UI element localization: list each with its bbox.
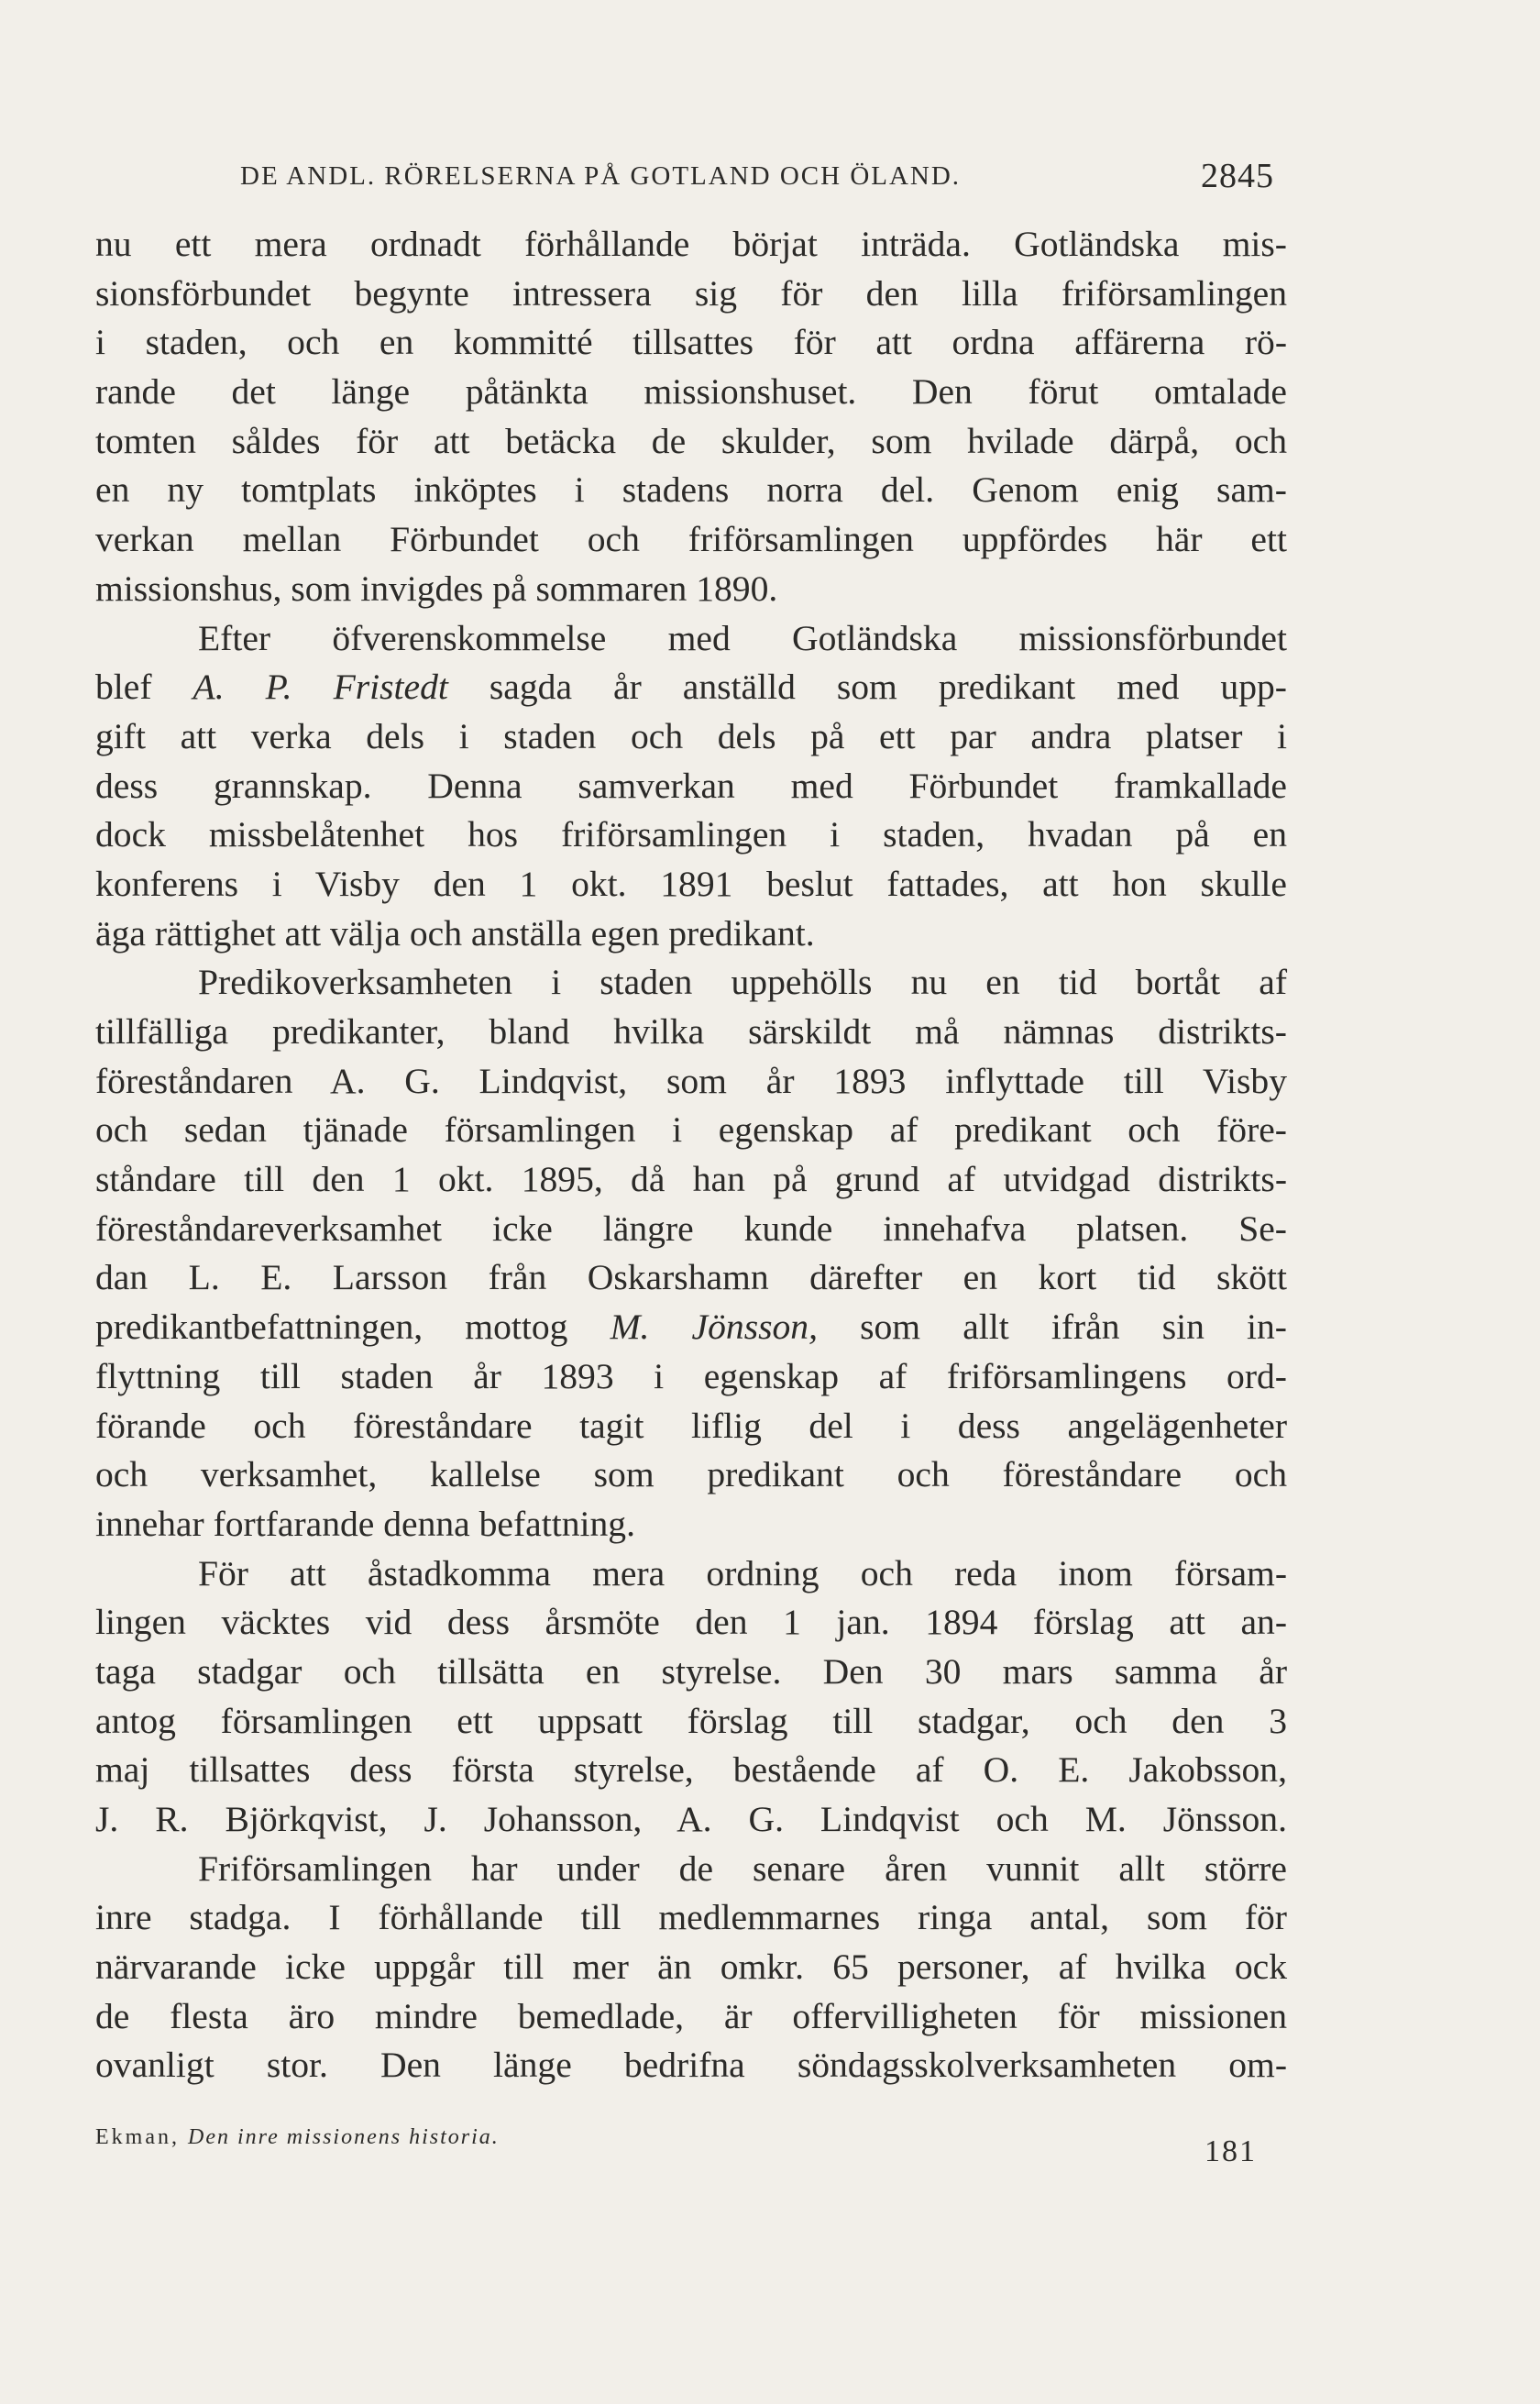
text-line: Predikoverksamheten i staden uppehölls nu en tid bortåt af	[198, 962, 1287, 1003]
text-line: dock missbelåtenhet hos friförsamlingen i staden, hvadan på en	[95, 814, 1287, 855]
text-line: och sedan tjänade församlingen i egenskap af predikant och före-	[95, 1109, 1287, 1151]
text-line: ståndare till den 1 okt. 1895, då han på grund af utvidgad distrikts-	[95, 1159, 1287, 1200]
text-line: föreståndaren A. G. Lindqvist, som år 1893 inflyttade till Visby	[95, 1060, 1287, 1101]
running-title: DE ANDL. RÖRELSERNA PÅ GOTLAND OCH ÖLAND.	[240, 161, 962, 191]
text-line: nu ett mera ordnadt förhållande börjat inträda. Gotländska mis-	[95, 224, 1287, 264]
text-line-rest: sagda år anställd som predikant med upp-	[489, 667, 1287, 708]
italic-name-fristedt: A. P. Fristedt	[192, 667, 448, 708]
page-number: 2845	[1201, 157, 1274, 195]
text-line-with-name	[95, 663, 1287, 712]
text-line: de flesta äro mindre bemedlade, är offervilligheten för missionen	[95, 1995, 1287, 2036]
text-line: J. R. Björkqvist, J. Johansson, A. G. Lindqvist och M. Jönsson.	[95, 1799, 1287, 1839]
italic-name-jonsson: M. Jönsson,	[610, 1307, 818, 1348]
text-line: i staden, och en kommitté tillsattes för att ordna affärerna rö-	[95, 322, 1287, 363]
text-line: sionsförbundet begynte intressera sig för den lilla friförsamlingen	[95, 272, 1287, 314]
text-line: gift att verka dels i staden och dels på ett par andra platser i	[95, 715, 1287, 756]
page-footer	[95, 2125, 1305, 2189]
text-line: en ny tomtplats inköptes i stadens norra del. Genom enig sam-	[95, 469, 1287, 511]
text-line: inre stadga. I förhållande till medlemmarnes ringa antal, som för	[95, 1897, 1287, 1938]
text-line: flyttning till staden år 1893 i egenskap af friförsamlingens ord-	[95, 1355, 1287, 1396]
text-line: tillfälliga predikanter, bland hvilka särskildt må nämnas distrikts-	[95, 1011, 1287, 1052]
text-line: Efter öfverenskommelse med Gotländska missionsförbundet	[198, 617, 1287, 658]
text-line: maj tillsattes dess första styrelse, bestående af O. E. Jakobsson,	[95, 1749, 1287, 1791]
signature-mark: 181	[1204, 2134, 1257, 2168]
text-line: dan L. E. Larsson från Oskarshamn därefter en kort tid skött	[95, 1257, 1287, 1298]
text-line: och verksamhet, kallelse som predikant och föreståndare och	[95, 1454, 1287, 1495]
text-line: antog församlingen ett uppsatt förslag till stadgar, och den 3	[95, 1700, 1287, 1741]
text-line: äga rättighet att välja och anställa egen predikant.	[95, 912, 815, 954]
text-line: närvarande icke uppgår till mer än omkr. 65 personer, af hvilka ock	[95, 1946, 1287, 1988]
text-line-with-name	[95, 1303, 1287, 1352]
running-header	[240, 156, 1274, 202]
text-line: ovanligt stor. Den länge bedrifna söndagsskolverksamheten om-	[95, 2045, 1287, 2086]
text-line-rest: som allt ifrån sin in-	[860, 1307, 1287, 1348]
text-line: verkan mellan Förbundet och friförsamlingen uppfördes här ett	[95, 519, 1287, 560]
text-line: förande och föreståndare tagit liflig del i dess angelägenheter	[95, 1405, 1287, 1446]
text-line: lingen väcktes vid dess årsmöte den 1 jan. 1894 förslag att an-	[95, 1602, 1287, 1643]
source-title: Den inre missionens historia.	[187, 2125, 500, 2149]
text-line: För att åstadkomma mera ordning och reda inom försam-	[198, 1552, 1287, 1593]
text-line: taga stadgar och tillsätta en styrelse. Den 30 mars samma år	[95, 1650, 1287, 1692]
text-line-start: predikantbefattningen, mottog	[95, 1307, 568, 1348]
text-line: dess grannskap. Denna samverkan med Förbundet framkallade	[95, 765, 1287, 806]
source-author: Ekman,	[95, 2125, 180, 2149]
text-line: rande det länge påtänkta missionshuset. Den förut omtalade	[95, 371, 1287, 413]
source-note	[95, 2125, 500, 2150]
blef-word: blef	[95, 667, 152, 708]
text-line: missionshus, som invigdes på sommaren 1890.	[95, 568, 778, 609]
text-line: Friförsamlingen har under de senare åren vunnit allt större	[198, 1847, 1287, 1889]
text-line: föreståndareverksamhet icke längre kunde innehafva platsen. Se-	[95, 1208, 1287, 1249]
body-text	[95, 220, 1287, 2090]
text-line: konferens i Visby den 1 okt. 1891 beslut fattades, att hon skulle	[95, 863, 1287, 904]
text-line: innehar fortfarande denna befattning.	[95, 1503, 635, 1544]
text-line: tomten såldes för att betäcka de skulder, som hvilade därpå, och	[95, 420, 1287, 461]
